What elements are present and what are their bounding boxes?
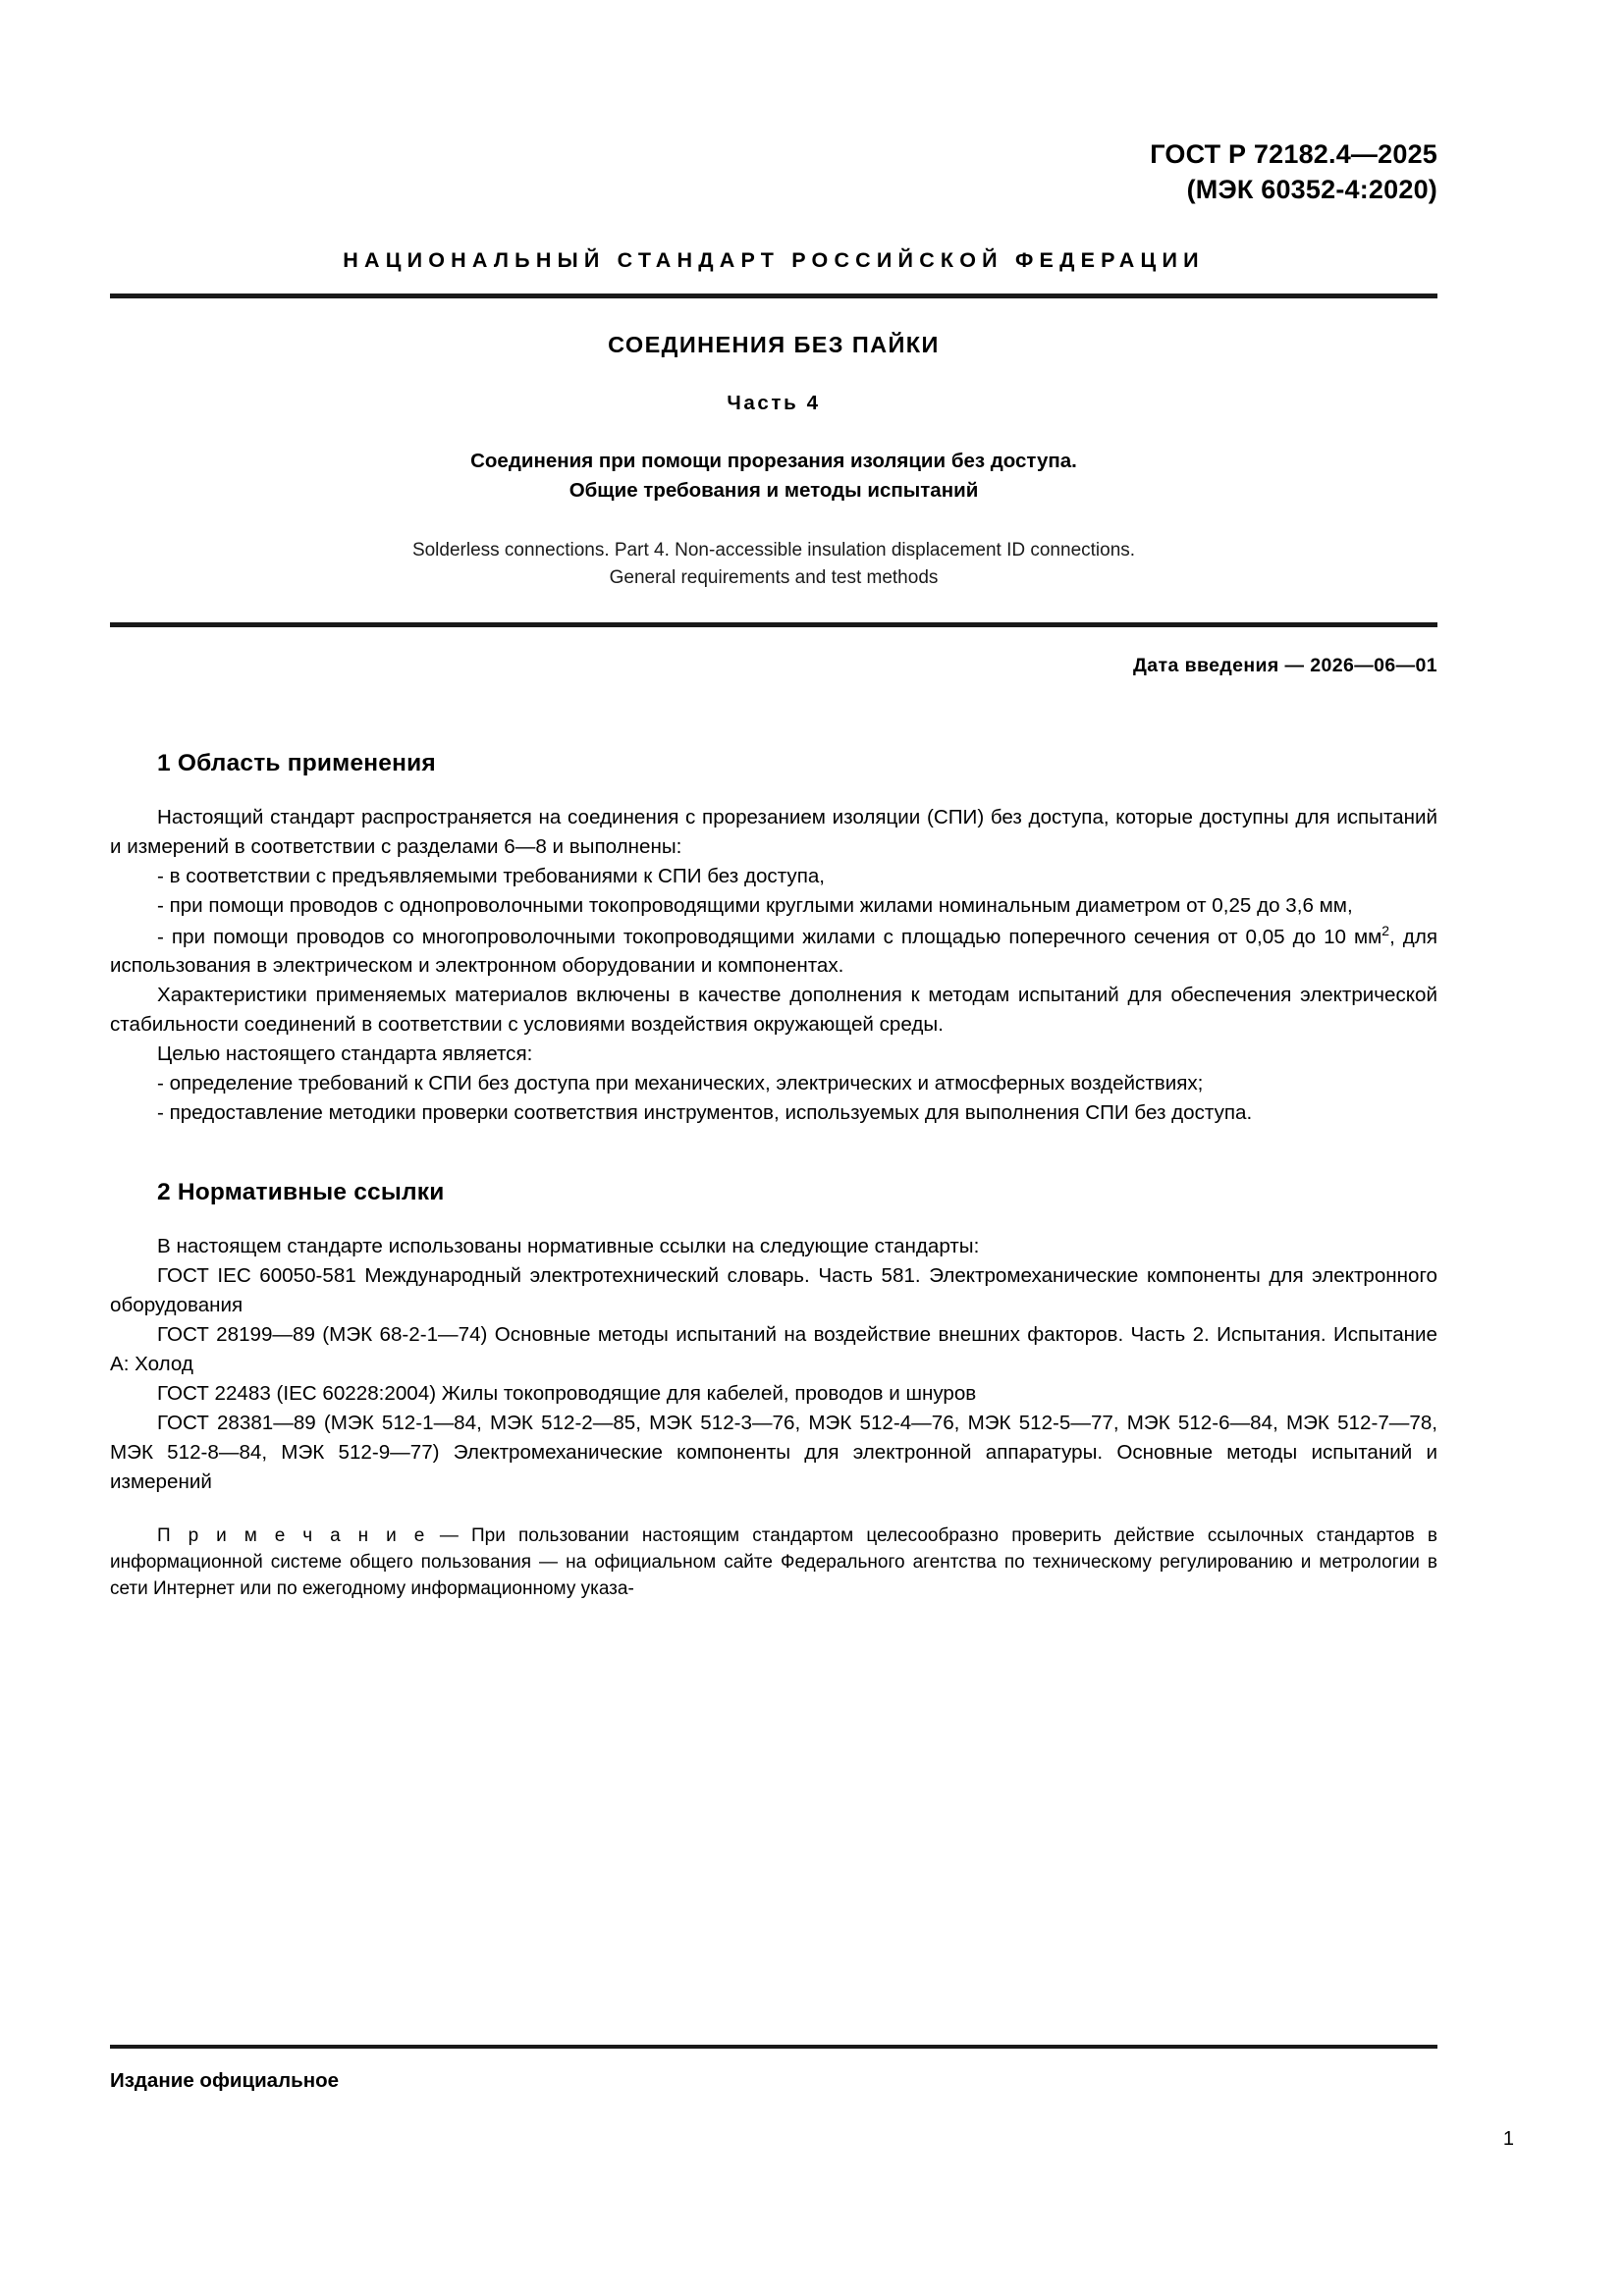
title-english-line-2: General requirements and test methods [609,567,939,589]
title-subtitle [110,447,1437,505]
section-2-paragraph-5: ГОСТ 28381—89 (МЭК 512-1—84, МЭК 512-2—85, МЭК 512-3—76, МЭК 512-4—76, МЭК 512-5—77, МЭК 512-6—84, МЭК 512-7—78, МЭК 512-8—84, МЭК 512-9—77) Электромеханические компоненты для электронной аппаратуры. Основные методы испытаний и измерений [110,1411,1437,1493]
title-subtitle-line-2: Общие требования и методы испытаний [568,478,979,502]
section-2-paragraph-3: ГОСТ 28199—89 (МЭК 68-2-1—74) Основные методы испытаний на воздействие внешних факторов. Часть 2. Испытания. Испытание А: Холод [110,1322,1437,1375]
section-2-note [110,1522,1437,1603]
section-1-paragraph-6: Целью настоящего стандарта является: [157,1042,533,1066]
official-edition-label: Издание официальное [110,2069,340,2092]
title-part: Часть 4 [727,392,821,415]
section-2-heading: 2 Нормативные ссылки [157,1179,445,1206]
section-1-heading: 1 Область применения [157,749,436,776]
title-main: СОЕДИНЕНИЯ БЕЗ ПАЙКИ [608,332,940,358]
page-number: 1 [1502,2128,1514,2150]
section-1-paragraph-4-part-2: , для использования в электрическом и электронном оборудовании и компонентах. [110,925,1437,978]
footer-divider [110,2045,1437,2049]
section-1-paragraph-4-superscript: 2 [1381,922,1390,938]
note-text: — При пользовании настоящим стандартом целесообразно проверить действие ссылочных стандартов в информационной системе общего пользования — на официальном сайте Федерального агентства по техническому регулированию и метрологии в сети Интернет или по ежегодному информационному указа- [110,1524,1437,1600]
section-1-paragraph-5: Характеристики применяемых материалов включены в качестве дополнения к методам испытаний для обеспечения электрической стабильности соединений в соответствии с условиями воздействия окружающей среды. [110,984,1437,1037]
section-2-paragraph-2: ГОСТ IEC 60050-581 Международный электротехнический словарь. Часть 581. Электромеханические компоненты для электронного оборудования [110,1263,1437,1316]
section-1-paragraph-7: - определение требований к СПИ без доступа при механических, электрических и атмосферных воздействиях; [157,1072,1204,1095]
title-english [110,537,1437,593]
divider-top [110,294,1437,298]
section-1-paragraph-3: - при помощи проводов с однопроволочными токопроводящими круглыми жилами номинальным диаметром от 0,25 до 3,6 мм, [157,893,1353,917]
introduction-date: Дата введения — 2026—06—01 [1133,654,1437,676]
section-2-paragraph-4: ГОСТ 22483 (IEC 60228:2004) Жилы токопроводящие для кабелей, проводов и шнуров [157,1381,977,1405]
national-standard-label: НАЦИОНАЛЬНЫЙ СТАНДАРТ РОССИЙСКОЙ ФЕДЕРАЦИИ [343,248,1205,273]
title-subtitle-line-1: Соединения при помощи прорезания изоляции без доступа. [470,450,1077,473]
section-1-paragraph-8: - предоставление методики проверки соответствия инструментов, используемых для выполнения СПИ без доступа. [157,1101,1253,1125]
section-1-paragraph-1: Настоящий стандарт распространяется на соединения с прорезанием изоляции (СПИ) без доступа, которые доступны для испытаний и измерений в соответствии с разделами 6—8 и выполнены: [110,805,1437,858]
title-english-line-1: Solderless connections. Part 4. Non-accessible insulation displacement ID connections. [411,539,1136,561]
page-content [110,0,1437,1603]
document-code-line-1: ГОСТ Р 72182.4—2025 [1150,139,1437,169]
document-code [110,137,1437,207]
divider-bottom [110,622,1437,627]
document-code-line-2: (МЭК 60352-4:2020) [1186,174,1437,204]
section-1-paragraph-4-part-1: - при помощи проводов со многопроволочными токопроводящими жилами с площадью поперечного сечения от 0,05 до 10 мм [157,925,1382,948]
note-label: П р и м е ч а н и е [157,1524,427,1546]
section-1-paragraph-2: - в соответствии с предъявляемыми требованиями к СПИ без доступа, [157,864,826,887]
section-2-paragraph-1: В настоящем стандарте использованы нормативные ссылки на следующие стандарты: [157,1235,980,1258]
section-1-paragraph-4 [110,921,1437,982]
